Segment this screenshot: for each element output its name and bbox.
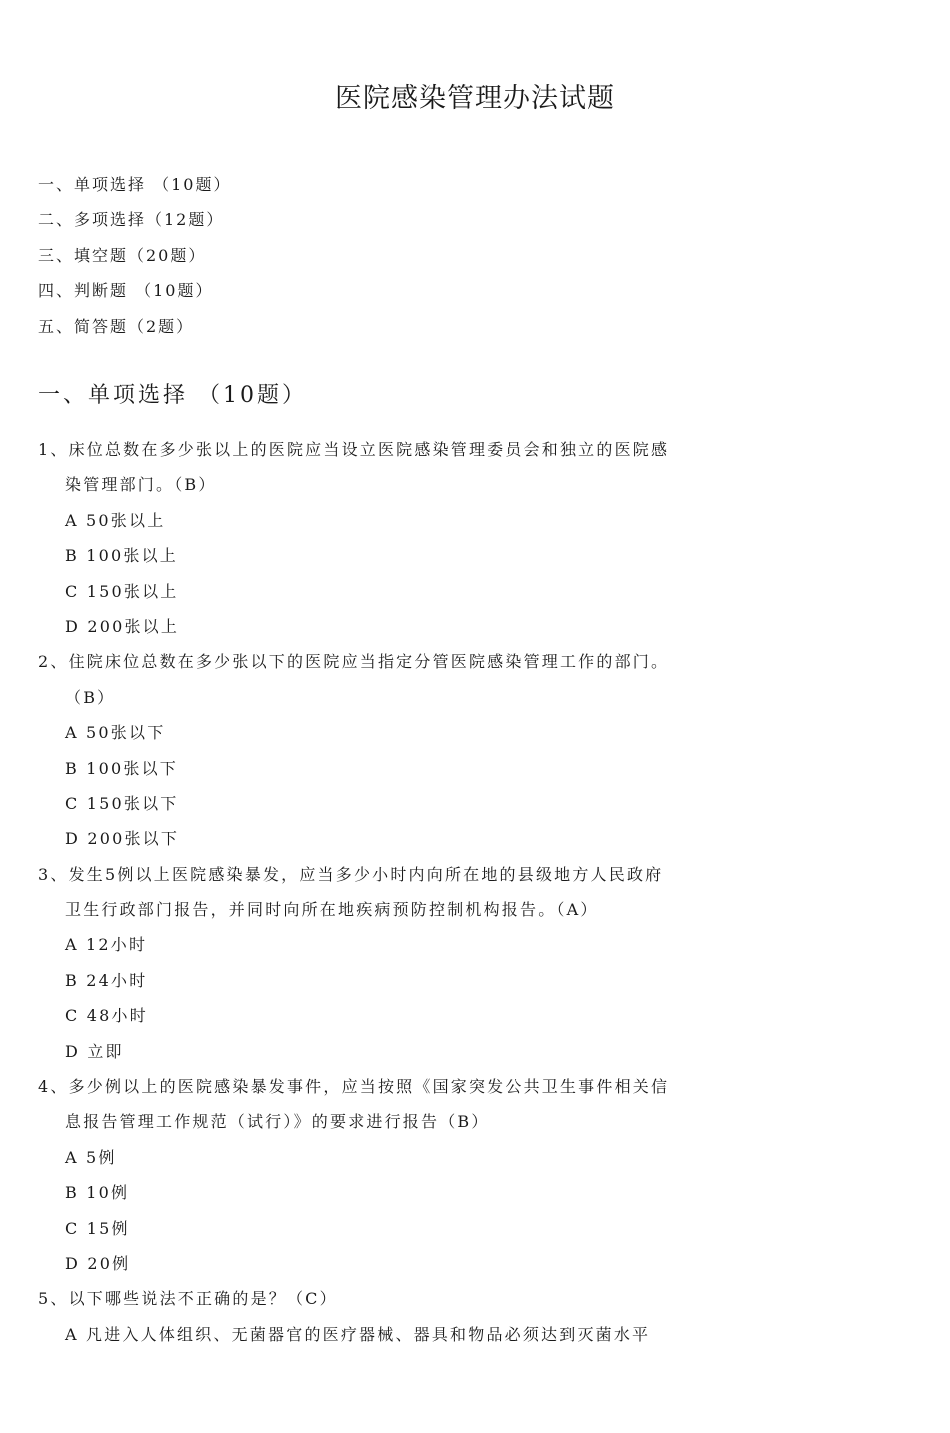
answer-option: A 5例 — [65, 1147, 117, 1167]
answer-option: D 200张以下 — [65, 829, 180, 849]
toc-item: 五、简答题（2题） — [38, 316, 195, 336]
document-title: 医院感染管理办法试题 — [335, 83, 615, 114]
answer-option: B 24小时 — [65, 970, 148, 990]
answer-option: B 100张以下 — [65, 758, 178, 778]
toc-item: 四、判断题 （10题） — [38, 281, 214, 301]
question-stem: 5、以下哪些说法不正确的是？（C） — [38, 1289, 338, 1309]
section-heading: 一、单项选择 （10题） — [38, 383, 307, 408]
answer-option: B 10例 — [65, 1183, 130, 1203]
answer-option: C 48小时 — [65, 1006, 148, 1026]
question-stem: 1、床位总数在多少张以上的医院应当设立医院感染管理委员会和独立的医院感 — [38, 440, 670, 459]
question-stem: 息报告管理工作规范（试行）》的要求进行报告（B） — [65, 1112, 490, 1132]
question — [38, 1071, 688, 1283]
answer-option: D 200张以上 — [65, 616, 180, 636]
question-stem: 2、住院床位总数在多少张以下的医院应当指定分管医院感染管理工作的部门。 — [38, 652, 670, 672]
question-stem: （B） — [65, 687, 116, 707]
toc-item: 二、多项选择（12题） — [38, 210, 225, 230]
answer-option: D 20例 — [65, 1253, 131, 1273]
question — [38, 1283, 688, 1354]
question — [38, 859, 688, 1071]
toc-item: 一、单项选择 （10题） — [38, 175, 232, 194]
toc-item: 三、填空题（20题） — [38, 245, 207, 265]
answer-option: B 100张以上 — [65, 546, 178, 566]
answer-option: D 立即 — [65, 1041, 124, 1061]
question-stem: 卫生行政部门报告，并同时向所在地疾病预防控制机构报告。（A） — [65, 900, 599, 920]
answer-option: A 凡进入人体组织、无菌器官的医疗器械、器具和物品必须达到灭菌水平 — [65, 1324, 651, 1344]
answer-option: A 12小时 — [65, 935, 148, 955]
question-list — [38, 434, 688, 1354]
answer-option: A 50张以下 — [65, 723, 166, 743]
question-stem: 3、发生5例以上医院感染暴发，应当多少小时内向所在地的县级地方人民政府 — [38, 864, 664, 884]
answer-option: C 150张以上 — [65, 581, 179, 601]
answer-option: A 50张以上 — [65, 510, 166, 530]
question-stem: 4、多少例以上的医院感染暴发事件，应当按照《国家突发公共卫生事件相关信 — [38, 1077, 670, 1097]
answer-option: C 150张以下 — [65, 793, 179, 813]
question — [38, 434, 688, 646]
table-of-contents — [38, 170, 231, 347]
question-stem: 染管理部门。（B） — [65, 475, 217, 495]
answer-option: C 15例 — [65, 1218, 130, 1238]
question — [38, 646, 688, 858]
